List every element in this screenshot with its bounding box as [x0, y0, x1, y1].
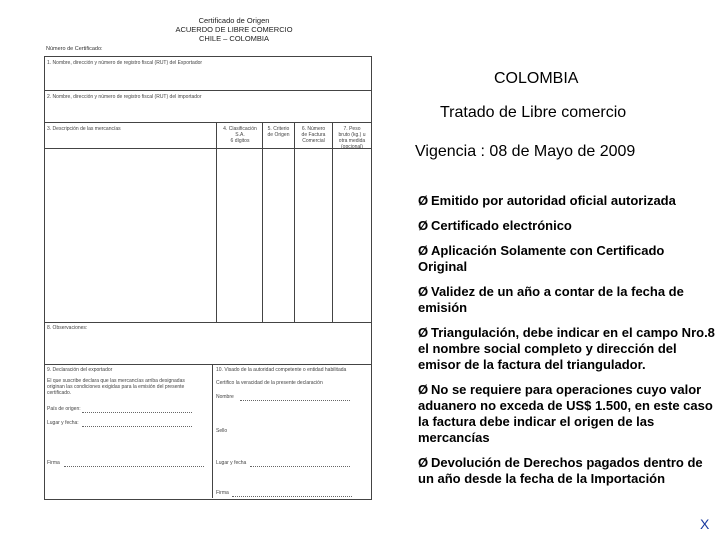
place-dotted-line [250, 466, 350, 467]
declaration-text: certificado. [47, 390, 72, 396]
bullet-text: Certificado electrónico [431, 218, 572, 233]
list-item [418, 218, 716, 234]
column-divider [294, 122, 295, 322]
column-divider [212, 364, 213, 498]
col-header-line: Comercial [302, 138, 325, 144]
bullet-text: Triangulación, debe indicar en el campo Nro.8 el nombre social completo y dirección del emisor de la factura del triangulador. [418, 325, 715, 372]
form-header-line: Certificado de Origen [198, 16, 270, 25]
col-header-line: 6 dígitos [230, 138, 250, 144]
declaration-text: originan las condiciones exigidas para la emisión del presente [47, 384, 185, 390]
form-header-line: CHILE – COLOMBIA [198, 34, 270, 43]
form-header [154, 16, 314, 43]
col-header-line: bruto (kg.) u [338, 132, 366, 138]
list-item [418, 455, 716, 487]
place-dotted-line [82, 426, 192, 427]
bullet-text: No se requiere para operaciones cuyo valor aduanero no exceda de US$ 1.500, en este caso la factura debe indicar el origen de las mercancías [418, 382, 713, 445]
declaration-text: El que suscribe declara que las mercancías arriba designadas [47, 378, 185, 384]
cert-number-label: Número de Certificado: [46, 46, 103, 52]
field-invoice [295, 126, 332, 144]
list-item [418, 325, 716, 373]
divider [44, 90, 372, 91]
list-item [418, 382, 716, 446]
authority-text: Certifico la veracidad de la presente declaración [216, 380, 323, 386]
list-item [418, 193, 716, 209]
seal-label: Sello [216, 428, 228, 434]
list-item [418, 284, 716, 316]
column-divider [262, 122, 263, 322]
column-divider [332, 122, 333, 322]
country-dotted-line [82, 412, 192, 413]
authority-name-label: Nombre [216, 394, 234, 400]
col-header-line: 7. Peso [343, 126, 361, 132]
divider [44, 322, 372, 323]
exporter-signature-label: Firma [47, 460, 60, 466]
signature-dotted-line [232, 496, 352, 497]
bullet-text: Emitido por autoridad oficial autorizada [431, 193, 676, 208]
col-header-line: otra medida [338, 138, 366, 144]
bullet-text: Validez de un año a contar de la fecha de emisión [418, 284, 684, 315]
col-header-line: 5. Criterio [267, 126, 290, 132]
arrow-bullet-icon: Ø [418, 243, 429, 258]
divider [44, 148, 372, 149]
col-header-line: de Factura [301, 132, 326, 138]
name-dotted-line [240, 400, 350, 401]
bullet-text: Aplicación Solamente con Certificado Original [418, 243, 665, 274]
authority-place-date-label: Lugar y fecha [216, 460, 247, 466]
arrow-bullet-icon: Ø [418, 218, 429, 233]
column-divider [216, 122, 217, 322]
treaty-title: Tratado de Libre comercio [440, 104, 627, 121]
field-observations: 8. Observaciones: [47, 325, 88, 331]
col-header-line: (opcional) [341, 144, 363, 150]
col-header-line: 4. Clasificación [223, 126, 257, 132]
col-header-line: S.A. [235, 132, 245, 138]
divider [44, 122, 372, 123]
arrow-bullet-icon: Ø [418, 284, 429, 299]
arrow-bullet-icon: Ø [418, 455, 429, 470]
divider [44, 364, 372, 365]
field-weight [333, 126, 371, 150]
field-classification [218, 126, 262, 144]
bullet-list [418, 193, 716, 496]
signature-dotted-line [64, 466, 204, 467]
close-link[interactable]: X [700, 516, 710, 532]
col-header-line: de Origen [267, 132, 290, 138]
arrow-bullet-icon: Ø [418, 382, 429, 397]
country-of-origin-label: País de origen: [47, 406, 81, 412]
field-exporter-declaration: 9. Declaración del exportador [47, 367, 113, 373]
col-header-line: 6. Número [301, 126, 326, 132]
authority-signature-label: Firma [216, 490, 229, 496]
bullet-text: Devolución de Derechos pagados dentro de un año desde la fecha de la Importación [418, 455, 703, 486]
field-authority-visa: 10. Visado de la autoridad competente o entidad habilitada [216, 367, 347, 373]
country-title: COLOMBIA [494, 70, 579, 87]
field-description: 3. Descripción de las mercancías [47, 126, 121, 132]
arrow-bullet-icon: Ø [418, 193, 429, 208]
field-importer: 2. Nombre, dirección y número de registro fiscal (RUT) del importador [47, 94, 202, 100]
certificate-form [44, 0, 374, 500]
field-origin-criteria [263, 126, 294, 138]
field-exporter: 1. Nombre, dirección y número de registro fiscal (RUT) del Exportador [47, 60, 203, 66]
arrow-bullet-icon: Ø [418, 325, 429, 340]
validity-title: Vigencia : 08 de Mayo de 2009 [415, 143, 636, 160]
form-header-line: ACUERDO DE LIBRE COMERCIO [175, 25, 293, 34]
place-date-label: Lugar y fecha: [47, 420, 79, 426]
list-item [418, 243, 716, 275]
